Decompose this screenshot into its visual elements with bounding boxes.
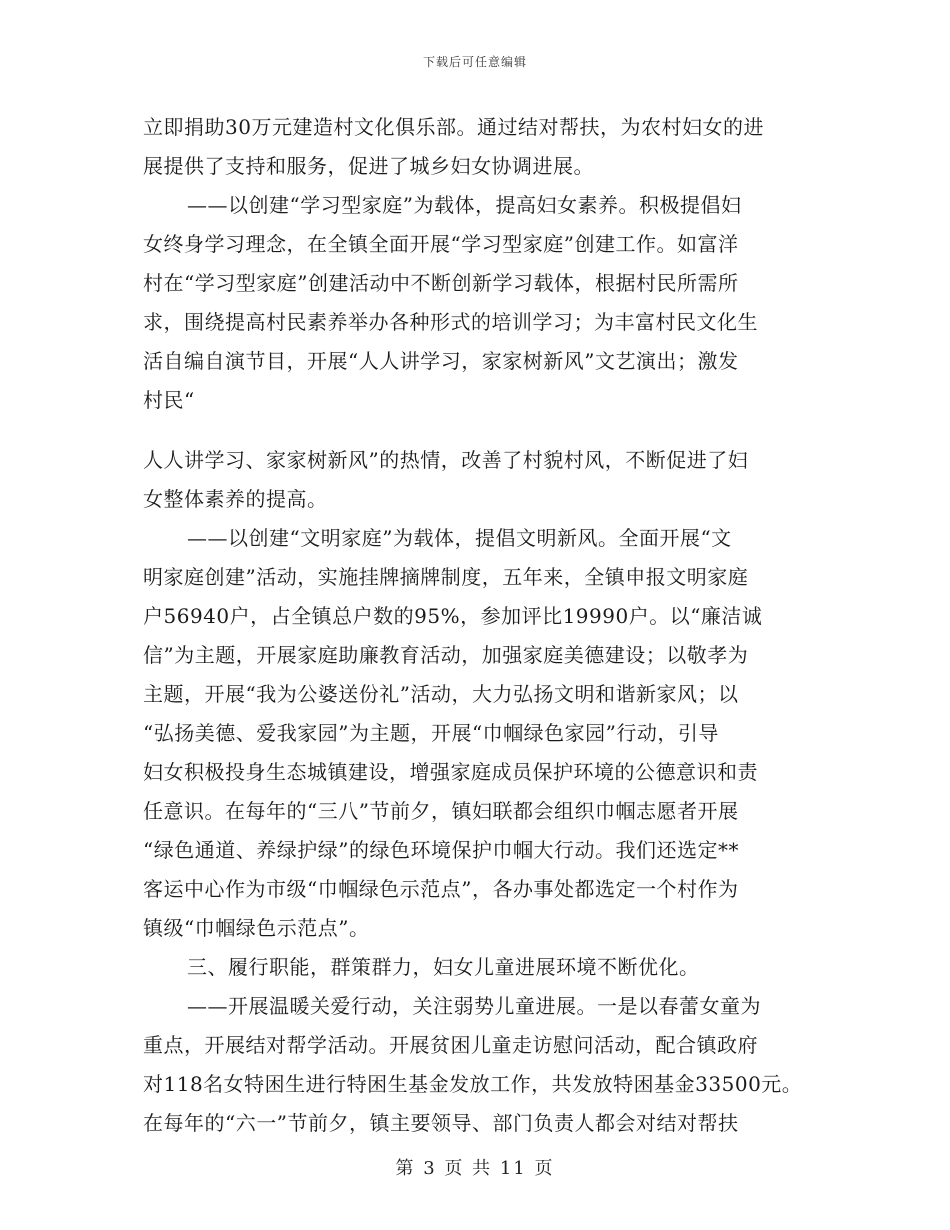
text-block-top — [143, 108, 813, 420]
paragraph-line: 在每年的“六一”节前夕，镇主要领导、部门负责人都会对结对帮扶 — [143, 1111, 739, 1135]
paragraph-line: 客运中心作为市级“巾帼绿色示范点”，各办事处都选定一个村作为 — [143, 877, 739, 901]
paragraph-line: 明家庭创建”活动，实施挂牌摘牌制度，五年来，全镇申报文明家庭 — [143, 565, 749, 589]
paragraph-line: 村民“ — [143, 388, 195, 412]
paragraph-line: 妇女积极投身生态城镇建设，增强家庭成员保护环境的公德意识和责 — [143, 760, 758, 784]
paragraph-line: 女终身学习理念，在全镇全面开展“学习型家庭”创建工作。如富洋 — [143, 232, 739, 256]
paragraph-line: 信”为主题，开展家庭助廉教育活动，加强家庭美德建设；以敬孝为 — [143, 643, 749, 667]
section-heading: 三、履行职能，群策群力，妇女儿童进展环境不断优化。 — [187, 955, 700, 979]
paragraph-line: “弘扬美德、爱我家园”为主题，开展“巾帼绿色家园”行动，引导 — [143, 721, 719, 745]
paragraph-line: 主题，开展“我为公婆送份礼”活动，大力弘扬文明和谐新家风；以 — [143, 682, 739, 706]
paragraph-line: 立即捐助30万元建造村文化俱乐部。通过结对帮扶，为农村妇女的进 — [143, 115, 764, 139]
page-header-note: 下载后可任意编辑 — [422, 55, 527, 69]
paragraph-line: 重点，开展结对帮学活动。开展贫困儿童走访慰问活动，配合镇政府 — [143, 1033, 758, 1057]
paragraph-line: 求，围绕提高村民素养举办各种形式的培训学习；为丰富村民文化生 — [143, 310, 758, 334]
paragraph-line: ——以创建“学习型家庭”为载体，提高妇女素养。积极提倡妇 — [187, 193, 742, 217]
paragraph-line: “绿色通道、养绿护绿”的绿色环境保护巾帼大行动。我们还选定** — [143, 838, 739, 862]
paragraph-line: 女整体素养的提高。 — [143, 487, 328, 511]
paragraph-line: 展提供了支持和服务，促进了城乡妇女协调进展。 — [143, 154, 594, 178]
paragraph-line: 镇级“巾帼绿色示范点”。 — [143, 916, 370, 940]
paragraph-line: 活自编自演节目，开展“人人讲学习，家家树新风”文艺演出；激发 — [143, 349, 739, 373]
paragraph-line: ——开展温暖关爱行动，关注弱势儿童进展。一是以春蕾女童为 — [187, 994, 761, 1018]
paragraph-line: 户56940户，占全镇总户数的95%，参加评比19990户。以“廉洁诚 — [143, 604, 763, 628]
paragraph-line: 任意识。在每年的“三八”节前夕，镇妇联都会组织巾帼志愿者开展 — [143, 799, 739, 823]
paragraph-line: 村在“学习型家庭”创建活动中不断创新学习载体，根据村民所需所 — [143, 271, 739, 295]
page-number-footer: 第 3 页 共 11 页 — [395, 1158, 555, 1179]
text-block-main — [143, 441, 813, 1143]
paragraph-line: ——以创建“文明家庭”为载体，提倡文明新风。全面开展“文 — [187, 526, 732, 550]
paragraph-line: 对118名女特困生进行特困生基金发放工作，共发放特困基金33500元。 — [143, 1072, 803, 1096]
paragraph-line: 人人讲学习、家家树新风”的热情，改善了村貌村风，不断促进了妇 — [143, 448, 749, 472]
